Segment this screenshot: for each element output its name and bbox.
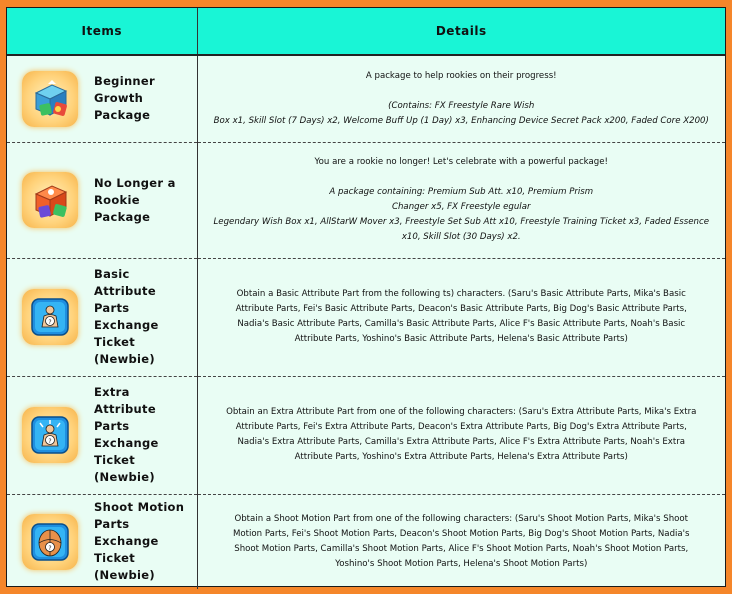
header-details: Details — [197, 8, 725, 55]
item-details: A package to help rookies on their progress! (Contains: FX Freestyle Rare Wish Box x1, Skill Slot (7 Days) x2, Welcome Buff Up (1 Day) x3, Enhancing Device Secret Pack x200, Faded Core X200) — [197, 55, 725, 142]
item-name: No Longer a Rookie Package — [94, 175, 176, 224]
svg-text:?: ? — [48, 438, 52, 445]
table-row — [7, 376, 725, 494]
header-row — [7, 8, 725, 55]
package-box-icon — [22, 172, 78, 228]
player-ticket-icon — [22, 407, 78, 463]
item-details: Obtain a Basic Attribute Part from the following ts) characters. (Saru's Basic Attribute Parts, Mika's Basic Attribute Parts, Fei's Basic Attribute Parts, Deacon's Basic Attribute Parts, Big Dog's Basic Attribute Parts, Nadia's Basic Attribute Parts, Camilla's Basic Attribute Parts, Alice F's Basic Attribute Parts, Noah's Basic Attribute Parts, Yoshino's Basic Attribute Parts, Helena's Basic Attribute Parts) — [197, 258, 725, 376]
header-items: Items — [7, 8, 197, 55]
item-name: Basic Attribute Parts Exchange Ticket (Newbie) — [94, 267, 159, 366]
item-cell — [8, 71, 196, 127]
item-name: Extra Attribute Parts Exchange Ticket (Newbie) — [94, 385, 159, 484]
table-row — [7, 494, 725, 589]
item-name: Beginner Growth Package — [94, 74, 155, 123]
package-box-icon — [22, 71, 78, 127]
player-ticket-icon — [22, 289, 78, 345]
item-details: Obtain a Shoot Motion Part from one of the following characters: (Saru's Shoot Motion Parts, Mika's Shoot Motion Parts, Fei's Shoot Motion Parts, Deacon's Shoot Motion Parts, Big Dog's Shoot Motion Parts, Nadia's Shoot Motion Parts, Camilla's Shoot Motion Parts, Alice F's Shoot Motion Parts, Noah's Shoot Motion Parts, Yoshino's Shoot Motion Parts, Helena's Shoot Motion Parts) — [232, 513, 690, 569]
item-details: You are a rookie no longer! Let's celebrate with a powerful package! A package containing: Premium Sub Att. x10, Premium Prism Changer x5, FX Freestyle egular Legendary Wish Box x1, AllStarW Mover x3, Freestyle Set Sub Att x10, Freestyle Training Ticket x3, Faded Essence x10, Skill Slot (30 Days) x2. — [197, 142, 725, 258]
item-cell — [8, 172, 196, 228]
item-details: Obtain an Extra Attribute Part from one of the following characters: (Saru's Extra Attribute Parts, Mika's Extra Attribute Parts, Fei's Extra Attribute Parts, Deacon's Extra Attribute Parts, Big Dog's Extra Attribute Parts, Nadia's Extra Attribute Parts, Camilla's Extra Attribute Parts, Alice F's Extra Attribute Parts, Noah's Extra Attribute Parts, Yoshino's Extra Attribute Parts, Helena's Extra Attribute Parts) — [197, 376, 725, 494]
svg-text:?: ? — [48, 319, 52, 326]
table-row — [7, 258, 725, 376]
items-table-frame — [6, 7, 726, 587]
table-row — [7, 55, 725, 142]
item-cell — [8, 499, 196, 584]
item-cell — [8, 384, 196, 486]
shoot-ticket-icon — [22, 514, 78, 570]
table-row — [7, 142, 725, 258]
item-cell — [8, 266, 196, 368]
svg-text:?: ? — [48, 544, 52, 552]
items-table — [7, 8, 725, 589]
item-name: Shoot Motion Parts Exchange Ticket (Newbie) — [94, 500, 185, 583]
